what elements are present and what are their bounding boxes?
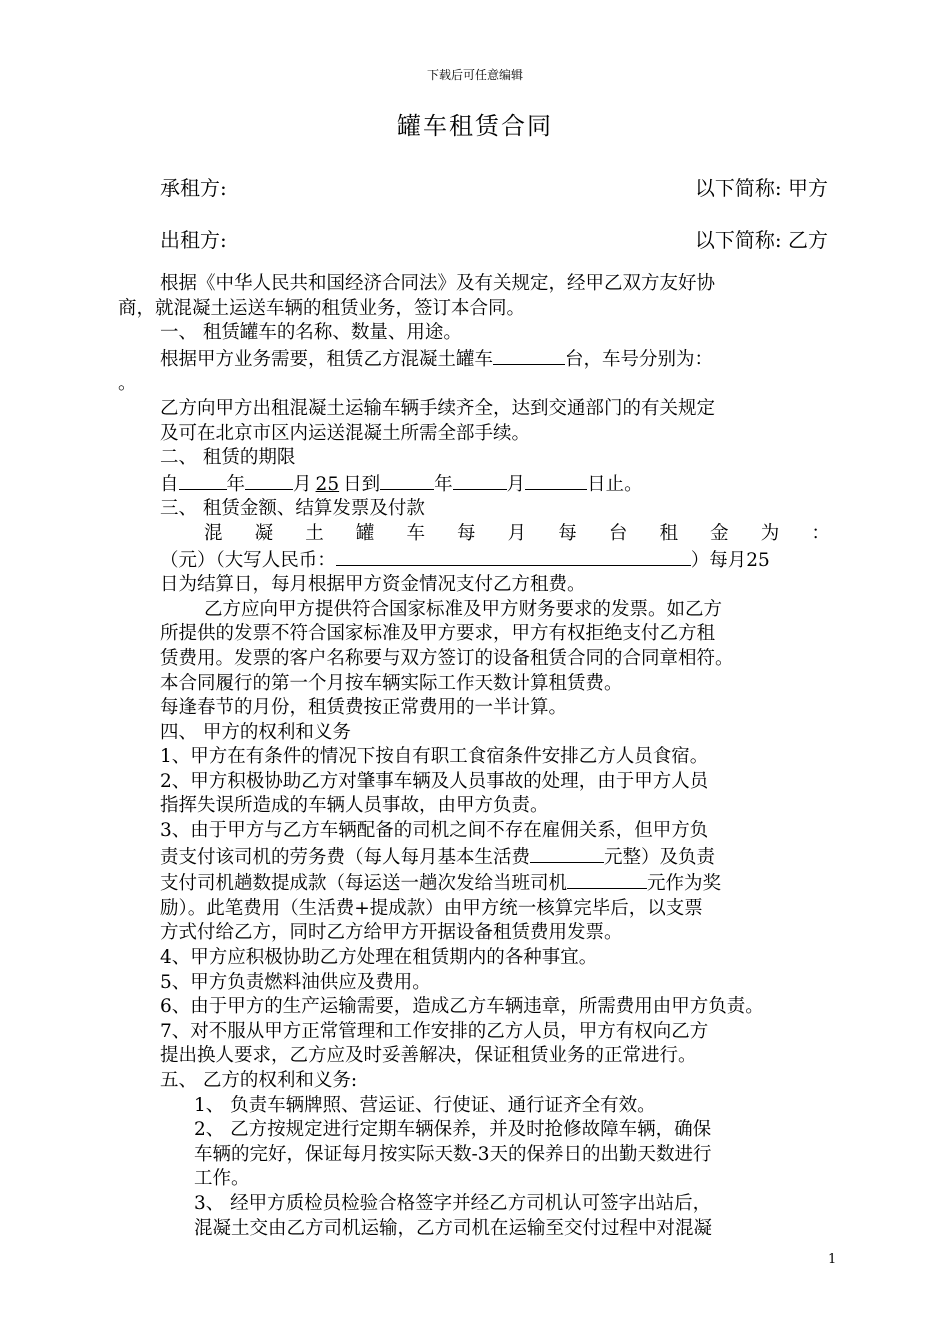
clause-item: 4、甲方应积极协助乙方处理在租赁期内的各种事宜。 (160, 947, 598, 969)
section-heading: 四、 甲方的权利和义务 (160, 721, 351, 743)
paragraph-line: 混凝土交由乙方司机运输，乙方司机在运输至交付过程中对混凝 (194, 1217, 713, 1239)
section-heading: 五、 乙方的权利和义务: (160, 1070, 358, 1091)
paragraph-line: 励）。此笔费用（生活费+提成款）由甲方统一核算完毕后，以支票 (160, 897, 703, 919)
text-segment: 台，车号分别为： (565, 348, 714, 370)
fill-blank (493, 346, 565, 365)
paragraph-line: 每逢春节的月份，租赁费按正常费用的一半计算。 (160, 697, 568, 719)
fill-blank (530, 844, 604, 863)
contract-body (118, 272, 840, 1241)
rent-line-char: 金 (710, 522, 729, 544)
rent-line-char: 每 (457, 522, 476, 544)
clause-item: 2、 乙方按规定进行定期车辆保养，并及时抢修故障车辆，确保 (194, 1119, 712, 1141)
text-segment: 支付司机趟数提成款（每运送一趟次发给当班司机 (160, 873, 568, 895)
text-segment: 根据甲方业务需要，租赁乙方混凝土罐车 (160, 348, 494, 370)
rent-line-char: ： (811, 522, 830, 544)
text-segment: 年 (434, 473, 453, 495)
clause-item: 3、由于甲方与乙方车辆配备的司机之间不存在雇佣关系，但甲方负 (160, 820, 709, 842)
clause-item: 1、甲方在有条件的情况下按自有职工食宿条件安排乙方人员食宿。 (160, 746, 709, 768)
paragraph-line: 日为结算日，每月根据甲方资金情况支付乙方租费。 (160, 574, 586, 596)
clause-item: 5、甲方负责燃料油供应及费用。 (160, 971, 431, 993)
page-number: 1 (828, 1252, 837, 1267)
fill-blank (453, 471, 507, 490)
rent-line-char: 月 (507, 522, 527, 544)
paragraph-line: 根据《中华人民共和国经济合同法》及有关规定，经甲乙双方友好协 (160, 273, 716, 294)
paragraph-line: 及可在北京市区内运送混凝土所需全部手续。 (160, 422, 531, 444)
section-heading: 一、 租赁罐车的名称、数量、用途。 (160, 322, 462, 344)
lessee-label: 承租方: (160, 176, 227, 200)
document-title: 罐车租赁合同 (397, 112, 553, 140)
text-segment: 日止。 (587, 473, 643, 495)
lessor-row (160, 224, 828, 253)
fill-blank (567, 870, 647, 889)
paragraph-line (118, 844, 840, 871)
rent-line (118, 522, 840, 547)
paragraph-line: 乙方向甲方出租混凝土运输车辆手续齐全，达到交通部门的有关规定 (160, 397, 716, 419)
paragraph-line (118, 870, 840, 897)
lessee-row (160, 172, 828, 201)
lease-period-line (118, 471, 840, 498)
fill-blank (380, 471, 434, 490)
paragraph-line: 本合同履行的第一个月按车辆实际工作天数计算租赁费。 (160, 672, 623, 694)
text-segment: 日到 (343, 473, 381, 495)
text-segment: ）每月25 (690, 549, 770, 571)
paragraph-line: 提出换人要求，乙方应及时妥善解决，保证租赁业务的正常进行。 (160, 1045, 697, 1067)
fill-blank (525, 471, 587, 490)
rent-line-char: 凝 (254, 522, 274, 544)
paragraph-line: 指挥失误所造成的车辆人员事故，由甲方负责。 (160, 795, 549, 817)
fill-blank (336, 547, 691, 566)
text-segment: 元作为奖 (647, 873, 722, 895)
paragraph-line: 工作。 (194, 1168, 250, 1190)
text-segment: 月 (506, 473, 526, 495)
clause-item: 6、由于甲方的生产运输需要，造成乙方车辆违章，所需费用由甲方负责。 (160, 996, 764, 1018)
text-segment: 责支付该司机的劳务费（每人每月基本生活费 (160, 846, 531, 868)
paragraph-line: 赁费用。发票的客户名称要与双方签订的设备租赁合同的合同章相符。 (160, 647, 734, 669)
rent-line-char: 罐 (355, 522, 375, 544)
text-segment: 自 (160, 473, 179, 495)
rent-line-char: 每 (558, 522, 577, 544)
paragraph-line (118, 346, 840, 373)
text-segment: 月 (293, 473, 312, 495)
lessee-alias: 以下简称: 甲方 (694, 176, 828, 200)
header-note: 下载后可任意编辑 (426, 68, 523, 82)
rent-line-char: 租 (659, 522, 678, 544)
paragraph-line: 。 (118, 373, 137, 395)
rent-line-char: 车 (406, 522, 425, 544)
paragraph-line: 方式付给乙方，同时乙方给甲方开据设备租赁费用发票。 (160, 922, 623, 944)
paragraph-line: 乙方应向甲方提供符合国家标准及甲方财务要求的发票。如乙方 (204, 598, 723, 620)
paragraph-line (118, 547, 840, 574)
lessor-label: 出租方: (160, 228, 227, 252)
text-segment: 元整）及负责 (604, 846, 716, 868)
paragraph-line: 车辆的完好，保证每月按实际天数-3天的保养日的出勤天数进行 (194, 1143, 712, 1165)
clause-item: 2、甲方积极协助乙方对肇事车辆及人员事故的处理，由于甲方人员 (160, 770, 709, 792)
section-heading: 二、 租赁的期限 (160, 447, 296, 469)
rent-line-char: 土 (305, 522, 324, 544)
clause-item: 3、 经甲方质检员检验合格签字并经乙方司机认可签字出站后， (194, 1192, 712, 1214)
clause-item: 7、对不服从甲方正常管理和工作安排的乙方人员，甲方有权向乙方 (160, 1020, 709, 1042)
rent-line-char: 混 (204, 522, 223, 544)
fill-blank (245, 471, 293, 490)
text-segment: 25 (315, 473, 340, 495)
paragraph-line: 所提供的发票不符合国家标准及甲方要求，甲方有权拒绝支付乙方租 (160, 623, 716, 645)
rent-line-char: 台 (608, 522, 628, 544)
text-segment: （元）（大写人民币： (160, 549, 336, 571)
fill-blank (179, 471, 227, 490)
text-segment: 年 (226, 473, 246, 495)
lessor-alias: 以下简称: 乙方 (694, 228, 828, 252)
rent-line-char: 为 (760, 522, 780, 544)
clause-item: 1、 负责车辆牌照、营运证、行使证、通行证齐全有效。 (194, 1094, 656, 1116)
section-heading: 三、 租赁金额、结算发票及付款 (160, 498, 425, 520)
paragraph-line: 商，就混凝土运送车辆的租赁业务，签订本合同。 (118, 297, 526, 319)
